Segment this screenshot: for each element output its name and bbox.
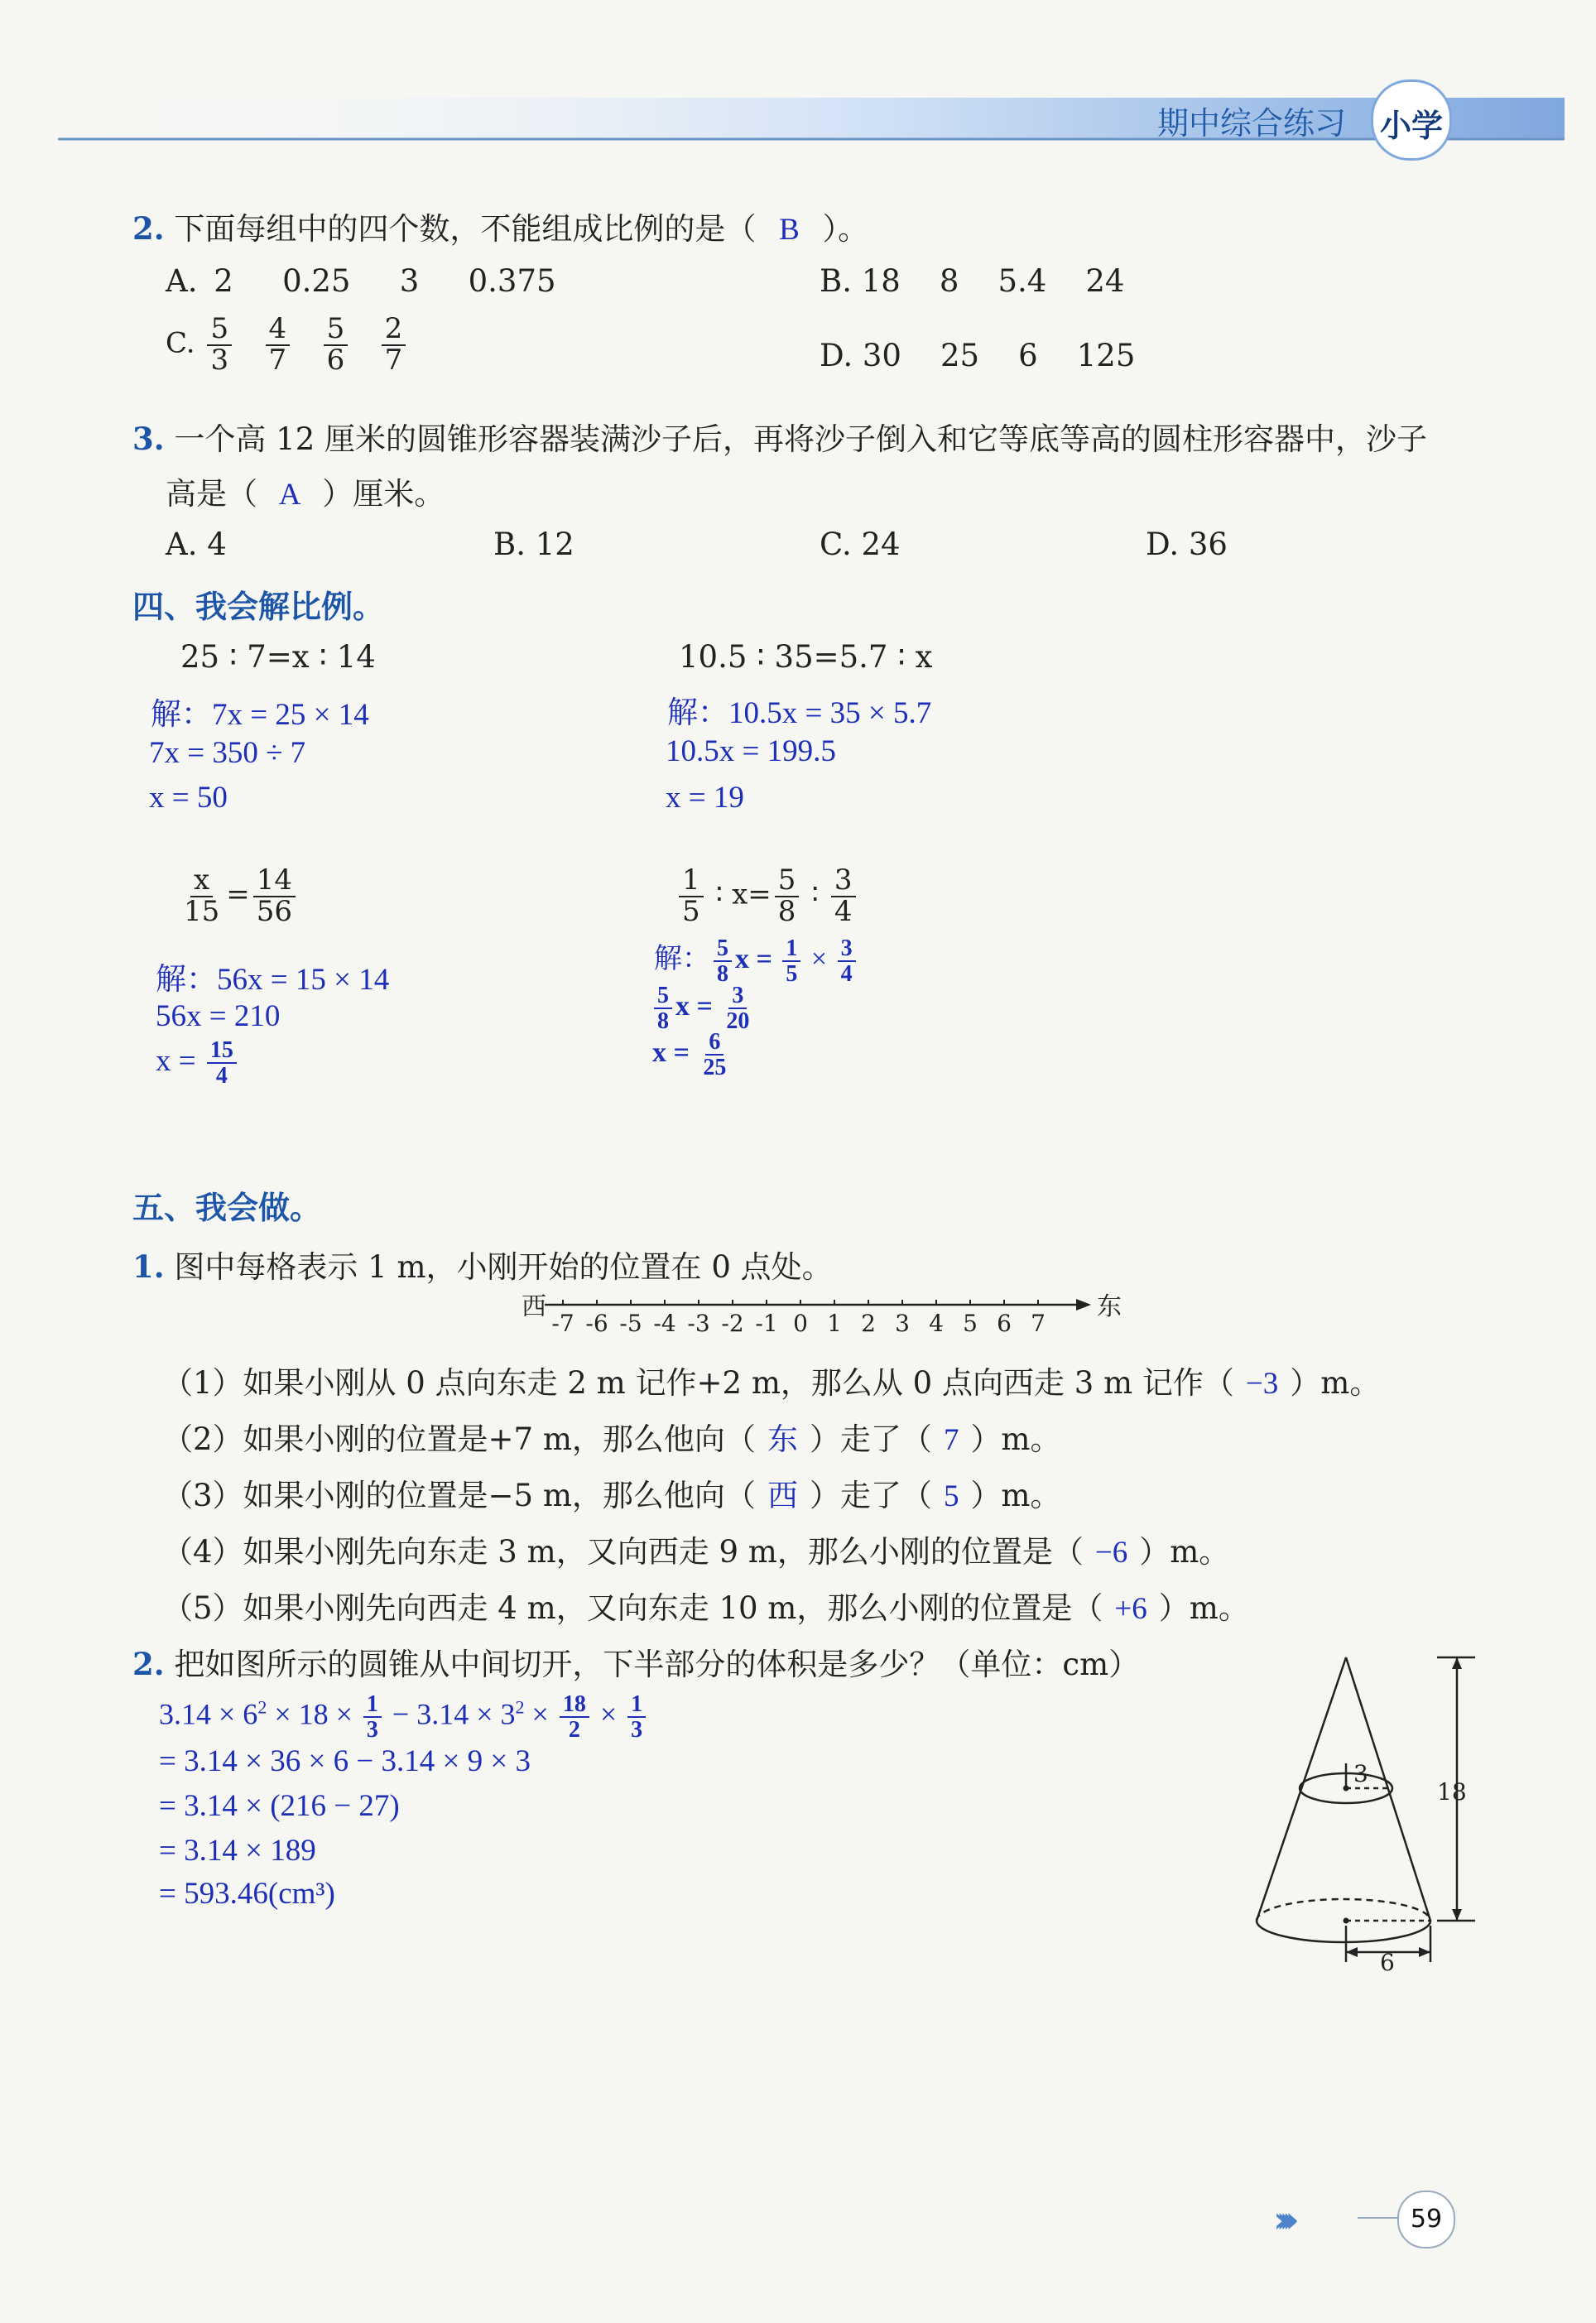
denominator: 7 [384, 343, 403, 377]
q2-stem-end: ）。 [822, 211, 869, 247]
axis-tick-label: -2 [721, 1310, 744, 1337]
step-prefix: x = [156, 1043, 204, 1078]
fraction [782, 936, 800, 987]
s5-q1-item [162, 1358, 1380, 1402]
q3-option-c: C. 24 [820, 527, 901, 562]
s4-p3-step2: 56x = 210 [156, 999, 281, 1033]
q2-stem-text: 下面每组中的四个数，不能组成比例的是（ [174, 211, 757, 247]
item-answer: +6 [1114, 1592, 1147, 1626]
fraction [654, 984, 672, 1034]
cone-figure [1242, 1639, 1490, 1979]
axis-tick-label: -5 [619, 1310, 642, 1337]
numerator: 1 [782, 936, 800, 962]
item-answer: −6 [1094, 1536, 1128, 1570]
axis-tick-label: -1 [755, 1310, 778, 1337]
height-arrow-top [1452, 1657, 1462, 1669]
height-arrow-bottom [1452, 1909, 1462, 1921]
axis-tick-label: 0 [793, 1310, 808, 1337]
s5-q1-item [162, 1414, 1061, 1459]
s4-p3-step1: 解：56x = 15 × 14 [156, 963, 390, 997]
numerator: 1 [679, 866, 704, 897]
q3-text: 一个高 12 厘米的圆锥形容器装满沙子后，再将沙子倒入和它等底等高的圆柱形容器中，沙子 [174, 421, 1428, 457]
q2-option-a [166, 263, 556, 299]
section5-title: 五、我会做。 [132, 1190, 322, 1226]
denominator: 8 [717, 961, 728, 988]
s5-q1-text: 图中每格表示 1 m，小刚开始的位置在 0 点处。 [174, 1249, 833, 1285]
s4-p2-problem: 10.5 ∶ 35=5.7 ∶ x [679, 639, 933, 675]
numerator: 6 [705, 1030, 723, 1056]
s5-q2-step4: = 593.46(cm³) [159, 1877, 335, 1911]
axis-tick-label: 6 [997, 1310, 1012, 1337]
fraction [699, 1030, 729, 1080]
option-label: D. [820, 338, 863, 373]
value: 24 [1085, 263, 1125, 299]
q3-answer: A [278, 478, 301, 512]
axis-tick-label: -6 [585, 1310, 608, 1337]
s4-p2-step1: 解：10.5x = 35 × 5.7 [667, 696, 932, 730]
value: 2 [214, 263, 233, 299]
s5-q1-item [162, 1583, 1249, 1628]
item-answer: 7 [943, 1423, 959, 1457]
value: 5.4 [997, 263, 1047, 299]
denominator: 5 [786, 961, 798, 988]
footer-line [1358, 2217, 1397, 2219]
axis-tick-label: 5 [963, 1310, 978, 1337]
value: 30 [862, 338, 901, 373]
q2-option-c [166, 312, 409, 377]
q2-number: 2. [132, 210, 165, 247]
s5-q2-stem [132, 1639, 1139, 1684]
s5-q1-number: 1. [132, 1248, 165, 1285]
denominator: 4 [840, 961, 853, 988]
numerator: 2 [382, 315, 406, 346]
q3-option-a: A. 4 [166, 527, 227, 562]
item-text: ）m。 [1290, 1365, 1381, 1401]
q3-number: 3. [132, 421, 165, 457]
numerator: 3 [838, 936, 856, 962]
fraction [266, 312, 291, 377]
fraction [207, 312, 232, 377]
base-radius-label: 6 [1380, 1949, 1395, 1976]
s5-q1-item [162, 1527, 1229, 1571]
item-text: （3）如果小刚的位置是−5 m，那么他向（ [162, 1478, 756, 1513]
denominator: 4 [834, 894, 853, 928]
fraction: $\frac{18}{2}$ [560, 1692, 589, 1743]
value: 0.25 [282, 263, 351, 299]
item-answer: −3 [1245, 1367, 1279, 1401]
s4-p4-problem: $\frac{1}{5}$ ∶ x= $\frac{5}{8}$ ∶ $\frac{3}{4}$ [675, 866, 859, 926]
denominator: 4 [215, 1063, 228, 1089]
value: 0.375 [468, 263, 556, 299]
axis-tick-label: -7 [551, 1310, 574, 1337]
option-label: B. [820, 263, 862, 299]
s5-q2-text: 把如图所示的圆锥从中间切开，下半部分的体积是多少？（单位：cm） [174, 1647, 1140, 1682]
q3-line1 [132, 414, 1427, 459]
denominator: 7 [268, 343, 287, 377]
east-label: 东 [1097, 1292, 1122, 1321]
numerator: 4 [266, 315, 291, 346]
axis-tick-label: 3 [895, 1310, 910, 1337]
height-label: 18 [1437, 1778, 1467, 1806]
denominator: 56 [256, 894, 293, 928]
cone-left-edge [1257, 1657, 1346, 1921]
base-center-dot [1344, 1918, 1349, 1924]
s4-p4-step1: 解： $\frac{5}{8}$ x = $\frac{1}{5}$ × $\frac{3}{4}$ [654, 935, 859, 987]
axis-arrow [1076, 1299, 1091, 1311]
s4-p2-step3: x = 19 [666, 781, 744, 815]
fraction [679, 863, 704, 928]
step-prefix: 解： [654, 944, 710, 974]
s5-q2-number: 2. [132, 1646, 165, 1682]
s5-q2-step2: = 3.14 × (216 − 27) [159, 1789, 400, 1823]
west-label: 西 [522, 1292, 546, 1321]
s4-p3-step3 [156, 1038, 240, 1089]
numerator: 5 [324, 315, 349, 346]
numerator: 5 [714, 936, 732, 962]
header-badge-text: 小学 [1379, 108, 1443, 144]
axis-tick-label: 7 [1031, 1310, 1046, 1337]
radius-arrow-left [1346, 1947, 1358, 1957]
s4-p2-step2: 10.5x = 199.5 [666, 734, 836, 768]
item-text: ）m。 [1158, 1590, 1249, 1626]
item-text: （2）如果小刚的位置是+7 m，那么他向（ [162, 1421, 756, 1457]
q2-option-d [820, 338, 1135, 373]
item-text: ）走了（ [809, 1478, 932, 1513]
numerator: 14 [253, 866, 296, 897]
numerator: x [190, 866, 213, 897]
item-text: （1）如果小刚从 0 点向东走 2 m 记作+2 m，那么从 0 点向西走 3 m 记作（ [162, 1365, 1234, 1401]
top-radius-label: 3 [1353, 1760, 1368, 1787]
s4-p4-step2: $\frac{5}{8}$ x = $\frac{3}{20}$ [651, 984, 756, 1034]
q3-line2 [166, 469, 445, 513]
numerator: 3 [728, 984, 747, 1009]
q3-text: ）厘米。 [322, 476, 445, 512]
fraction [714, 936, 732, 987]
axis-tick-label: -4 [653, 1310, 676, 1337]
fraction [723, 984, 752, 1034]
s4-p1-problem: 25 ∶ 7=x ∶ 14 [180, 639, 376, 675]
value: 6 [1018, 338, 1038, 373]
q2-option-b [820, 263, 1124, 299]
number-line [513, 1283, 1142, 1341]
denominator: 8 [657, 1008, 669, 1035]
axis-tick-label: 1 [827, 1310, 842, 1337]
fraction [253, 863, 296, 928]
item-answer: 5 [943, 1479, 959, 1513]
fraction [207, 1038, 237, 1089]
item-text: （4）如果小刚先向东走 3 m，又向西走 9 m，那么小刚的位置是（ [162, 1534, 1084, 1570]
s4-p1-step1: 解：7x = 25 × 14 [151, 698, 369, 732]
page-number: 59 [1397, 2191, 1455, 2248]
item-text: ）m。 [970, 1421, 1061, 1457]
axis-tick-label: 2 [861, 1310, 876, 1337]
base-ellipse-front [1257, 1921, 1430, 1942]
s5-q2-step1: = 3.14 × 36 × 6 − 3.14 × 9 × 3 [159, 1744, 531, 1778]
fraction [324, 312, 349, 377]
fraction [831, 863, 856, 928]
denominator: 6 [326, 343, 345, 377]
apex-dot [1344, 1786, 1349, 1792]
s5-q2-step0: $3.14 \times 6^2 \times 18$ × $\frac{1}{3}$ − $3.14 \times 3^2$ × $\frac{18}{2}$ × $\frac{1}{3}$ [159, 1692, 649, 1743]
axis-tick-label: -3 [687, 1310, 710, 1337]
q3-option-d: D. 36 [1146, 527, 1228, 562]
q3-option-b: B. 12 [493, 527, 574, 562]
value: 18 [861, 263, 901, 299]
fraction: $\frac{1}{3}$ [627, 1692, 646, 1743]
s5-q1-stem [132, 1242, 833, 1287]
q2-stem [132, 204, 868, 248]
fraction [775, 863, 800, 928]
numerator: 3 [831, 866, 856, 897]
fraction [838, 936, 856, 987]
s4-p3-problem: $\frac{x}{15}$ = $\frac{14}{56}$ [177, 866, 299, 926]
axis-tick-label: 4 [929, 1310, 944, 1337]
q3-text: 高是（ [166, 476, 257, 512]
item-answer: 西 [767, 1479, 798, 1513]
denominator: 25 [703, 1055, 727, 1081]
s4-p4-step3: x = $\frac{6}{25}$ [652, 1030, 733, 1080]
denominator: 8 [777, 894, 796, 928]
s4-p1-step3: x = 50 [149, 781, 228, 815]
fraction [382, 312, 406, 377]
value: 25 [940, 338, 980, 373]
item-text: （5）如果小刚先向西走 4 m，又向东走 10 m，那么小刚的位置是（ [162, 1590, 1103, 1626]
section4-title: 四、我会解比例。 [132, 589, 385, 625]
header-title: 期中综合练习 [1157, 105, 1347, 142]
q2-answer: B [779, 213, 800, 247]
radius-arrow-right [1419, 1947, 1430, 1957]
option-label: C. [166, 326, 195, 360]
base-ellipse-back [1257, 1899, 1430, 1921]
fraction: $\frac{1}{3}$ [363, 1692, 382, 1743]
value: 3 [399, 263, 420, 299]
numerator: 5 [207, 315, 232, 346]
option-label: A. [166, 263, 214, 299]
header-badge [1371, 79, 1452, 161]
numerator: 5 [654, 984, 672, 1009]
denominator: 3 [210, 343, 229, 377]
value: 8 [939, 263, 959, 299]
value: 125 [1076, 338, 1136, 373]
item-text: ）走了（ [809, 1421, 932, 1457]
s4-p1-step2: 7x = 350 ÷ 7 [149, 736, 306, 770]
fraction [180, 863, 223, 928]
denominator: 20 [726, 1008, 750, 1035]
denominator: 15 [184, 894, 220, 928]
item-text: ）m。 [970, 1478, 1061, 1513]
footer-arrows-icon: ››››› [1273, 2199, 1288, 2241]
numerator: 15 [207, 1038, 237, 1064]
s5-q2-step3: = 3.14 × 189 [159, 1834, 316, 1868]
s5-q1-item [162, 1470, 1061, 1515]
item-text: ）m。 [1139, 1534, 1230, 1570]
numerator: 5 [775, 866, 800, 897]
item-answer: 东 [767, 1423, 798, 1457]
denominator: 5 [682, 894, 700, 928]
